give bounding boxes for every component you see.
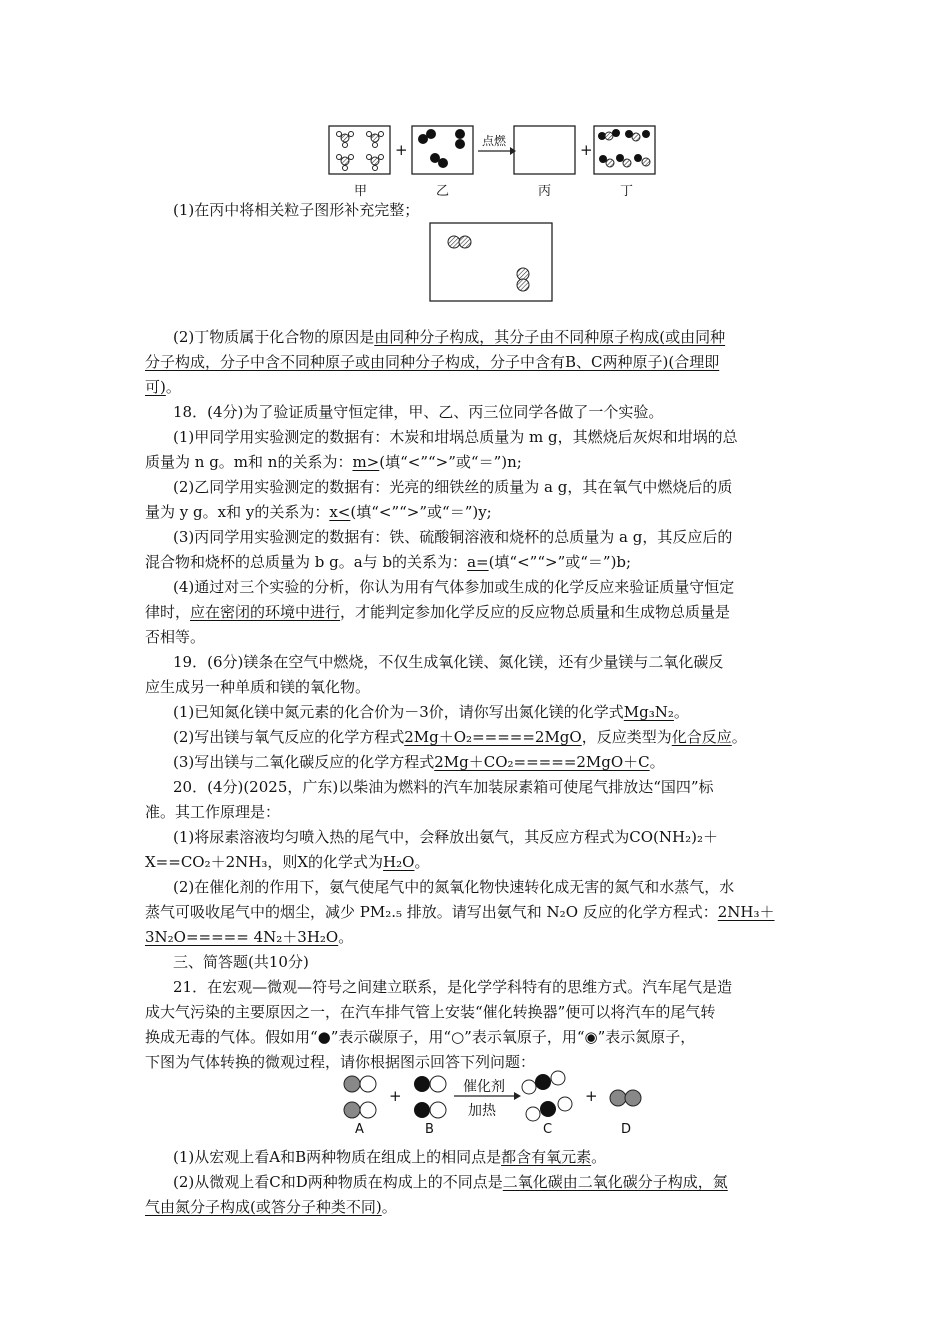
q19-stem-line2: 应生成另一种单质和镁的氧化物。: [145, 678, 371, 696]
plus-sign: +: [389, 1087, 402, 1105]
q21-stem-line2: 成大气污染的主要原因之一，在汽车排气管上安装“催化转换器”便可以将汽车的尾气转: [145, 1003, 716, 1021]
plus-sign: +: [585, 1087, 598, 1105]
q18-part4-line2: 律时，应在密闭的环境中进行，才能判定参加化学反应的反应物总质量和生成物总质量是: [145, 603, 731, 621]
arrow-label-ignite: 点燃: [482, 134, 507, 148]
q18-part4-line1: (4)通过对三个实验的分析，你认为用有气体参加或生成的化学反应来验证质量守恒定: [173, 578, 735, 596]
label-d: D: [621, 1122, 632, 1137]
q21-stem-line1: 21．在宏观—微观—符号之间建立联系，是化学学科特有的思维方式。汽车尾气是造: [173, 978, 733, 996]
q19-part2: (2)写出镁与氧气反应的化学方程式2Mg＋O₂=====2MgO，反应类型为化合反应。: [173, 728, 747, 746]
q21-part2-line1: (2)从微观上看C和D两种物质在构成上的不同点是二氧化碳由二氧化碳分子构成，氮: [173, 1173, 728, 1191]
plus-sign: +: [395, 141, 408, 159]
q18-part2-line2: 量为 y g。x和 y的关系为：x<(填“<”“>”或“＝”)y;: [145, 503, 492, 521]
plus-sign: +: [580, 141, 593, 159]
q20-part1-line1: (1)将尿素溶液均匀喷入热的尾气中，会释放出氨气，其反应方程式为CO(NH₂)₂＋: [173, 828, 718, 846]
q18-part1-line1: (1)甲同学用实验测定的数据有：木炭和坩埚总质量为 m g，其燃烧后灰烬和坩埚的总: [173, 428, 738, 446]
arrow-label-catalyst: 催化剂: [463, 1079, 505, 1095]
q21-stem-line4: 下图为气体转换的微观过程，请你根据图示回答下列问题：: [145, 1053, 536, 1071]
q18-part4-line3: 否相等。: [145, 628, 206, 646]
q18-part1-line2: 质量为 n g。m和 n的关系为：m>(填“<”“>”或“＝”)n;: [145, 453, 522, 471]
label-bing: 丙: [538, 184, 552, 199]
figure1-box-bing: [514, 126, 575, 174]
q20-part2-line1: (2)在催化剂的作用下，氨气使尾气中的氮氧化物快速转化成无害的氮气和水蒸气，水: [173, 878, 735, 896]
figure1-box-yi: [412, 126, 473, 174]
figure1-box-ding: [594, 126, 655, 174]
figure1-box-jia: [329, 126, 390, 174]
molecule-cluster: [337, 132, 384, 171]
label-jia: 甲: [354, 184, 368, 199]
label-yi: 乙: [436, 184, 450, 199]
label-ding: 丁: [620, 184, 634, 199]
q19-part1: (1)已知氮化镁中氮元素的化合价为－3价，请你写出氮化镁的化学式Mg₃N₂。: [173, 703, 689, 721]
q20-part1-line2: X==CO₂＋2NH₃，则X的化学式为H₂O。: [145, 853, 430, 871]
q18-part3-line2: 混合物和烧杯的总质量为 b g。a与 b的关系为：a=(填“<”“>”或“＝”)b;: [145, 553, 632, 571]
arrow-label-heat: 加热: [468, 1103, 496, 1119]
q21-stem-line3: 换成无毒的气体。假如用“●”表示碳原子，用“○”表示氧原子，用“◉”表示氮原子，: [145, 1028, 696, 1046]
q20-part2-line3: 3N₂O===== 4N₂＋3H₂O。: [145, 928, 354, 946]
q18-part2-line1: (2)乙同学用实验测定的数据有：光亮的细铁丝的质量为 a g，其在氧气中燃烧后的质: [173, 478, 733, 496]
q20-stem-line1: 20．(4分)(2025，广东)以柴油为燃料的汽车加装尿素箱可使尾气排放达“国四”标: [173, 778, 714, 796]
q18-part3-line1: (3)丙同学用实验测定的数据有：铁、硫酸铜溶液和烧杯的总质量为 a g，其反应后的: [173, 528, 733, 546]
label-c: C: [543, 1122, 553, 1137]
q18-stem: 18．(4分)为了验证质量守恒定律，甲、乙、丙三位同学各做了一个实验。: [173, 403, 664, 421]
label-b: B: [425, 1122, 434, 1137]
q17-part2-line2: 分子构成，分子中含不同种原子或由同种分子构成，分子中含有B、C两种原子)(合理即: [145, 353, 720, 371]
q21-part2-line2: 气由氮分子构成(或答分子种类不同)。: [145, 1198, 397, 1216]
q20-stem-line2: 准。其工作原理是：: [145, 803, 281, 821]
answer-box-bing: [430, 223, 552, 301]
section-heading: 三、简答题(共10分): [173, 953, 309, 971]
q17-part2-line3: 可)。: [145, 378, 181, 396]
q19-part3: (3)写出镁与二氧化碳反应的化学方程式2Mg＋CO₂=====2MgO＋C。: [173, 753, 665, 771]
q17-part2-line1: (2)丁物质属于化合物的原因是由同种分子构成，其分子由不同种原子构成(或由同种: [173, 328, 726, 346]
label-a: A: [355, 1122, 364, 1137]
q17-part1: (1)在丙中将相关粒子图形补充完整；: [173, 201, 420, 219]
q21-part1: (1)从宏观上看A和B两种物质在组成上的相同点是都含有氧元素。: [173, 1148, 607, 1166]
q20-part2-line2: 蒸气可吸收尾气中的烟尘，减少 PM₂.₅ 排放。请写出氨气和 N₂O 反应的化学方程式：2NH₃＋: [145, 903, 775, 921]
q19-stem-line1: 19．(6分)镁条在空气中燃烧，不仅生成氧化镁、氮化镁，还有少量镁与二氧化碳反: [173, 653, 724, 671]
